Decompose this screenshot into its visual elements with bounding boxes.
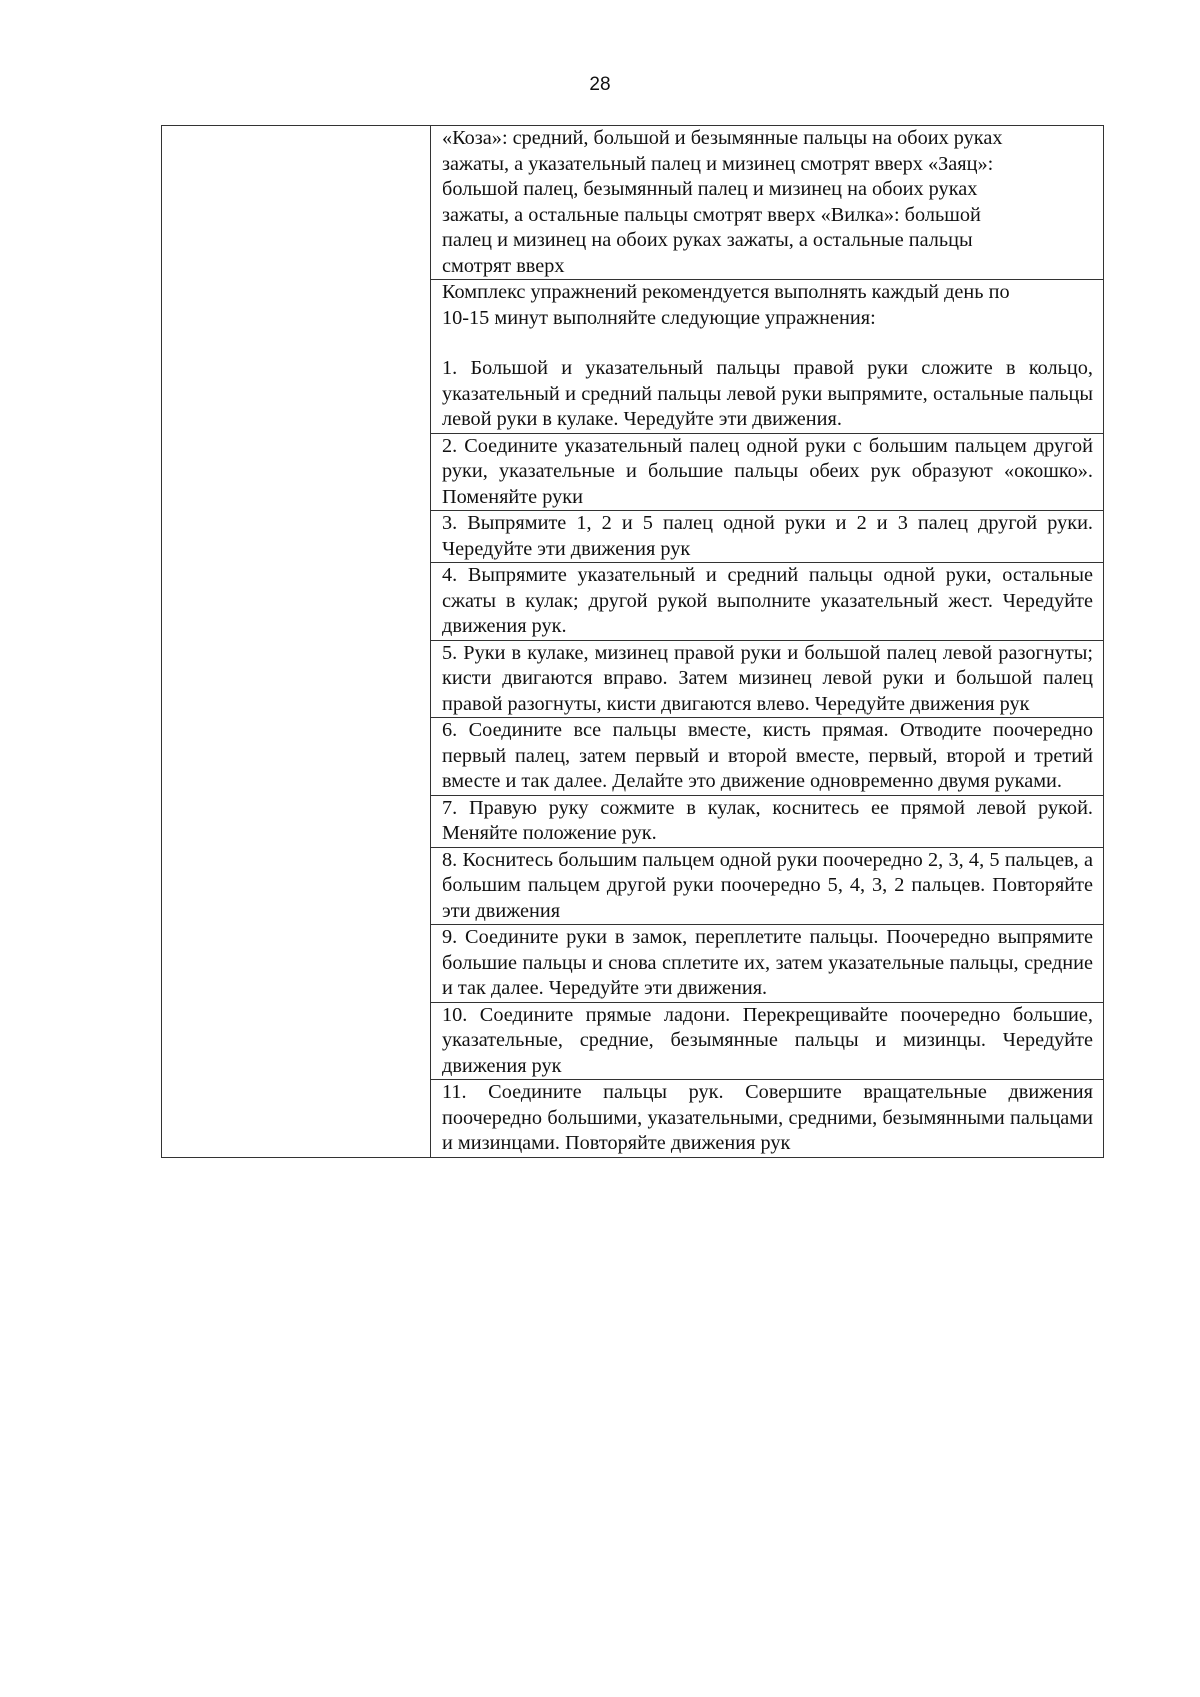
exercise-table xyxy=(161,125,1104,1158)
table-cell xyxy=(431,433,1104,511)
page-number: 28 xyxy=(589,74,611,95)
table-cell xyxy=(431,126,1104,280)
table-cell xyxy=(431,640,1104,718)
exercise-text: 9. Соедините руки в замок, переплетите пальцы. Поочередно выпрямите большие пальцы и снова сплетите их, затем указательные пальцы, средние и так далее. Чередуйте эти движения. xyxy=(442,926,1093,999)
exercise-text: 11. Соедините пальцы рук. Совершите вращательные движения поочередно большими, указательными, средними, безымянными пальцами и мизинцами. Повторяйте движения рук xyxy=(442,1081,1093,1154)
table-cell xyxy=(431,563,1104,641)
table-cell xyxy=(431,1080,1104,1158)
exercise-text: 10. Соедините прямые ладони. Перекрещивайте поочередно большие, указательные, средние, безымянные пальцы и мизинцы. Чередуйте движения рук xyxy=(442,1003,1093,1077)
exercise-intro-text: Комплекс упражнений рекомендуется выполнять каждый день по 10-15 минут выполняйте следующие упражнения: xyxy=(442,281,1010,329)
table-cell xyxy=(431,511,1104,563)
empty-left-column-cell xyxy=(162,126,431,1158)
exercise-text: 7. Правую руку сожмите в кулак, коснитесь ее прямой левой рукой. Меняйте положение рук. xyxy=(442,796,1093,844)
table-cell xyxy=(431,925,1104,1003)
exercise-text: 8. Коснитесь большим пальцем одной руки поочередно 2, 3, 4, 5 пальцев, а большим пальцем другой руки поочередно 5, 4, 3, 2 пальцев. Повторяйте эти движения xyxy=(442,848,1093,922)
table-cell xyxy=(431,1002,1104,1080)
exercise-text: «Коза»: средний, большой и безымянные пальцы на обоих руках зажаты, а указательный палец и мизинец смотрят вверх «Заяц»: большой палец, безымянный палец и мизинец на обоих руках зажаты, а остальные пальцы смотрят вверх «Вилка»: большой палец и мизинец на обоих руках зажаты, а остальные пальцы смотрят вверх xyxy=(442,127,1003,277)
exercise-text: 5. Руки в кулаке, мизинец правой руки и большой палец левой разогнуты; кисти двигаются вправо. Затем мизинец левой руки и большой палец правой разогнуты, кисти двигаются влево. Чередуйте движения рук xyxy=(442,641,1093,715)
exercise-text: 3. Выпрямите 1, 2 и 5 палец одной руки и 2 и 3 палец другой руки. Чередуйте эти движения рук xyxy=(442,512,1093,560)
exercise-text: 1. Большой и указательный пальцы правой руки сложите в кольцо, указательный и средний пальцы левой руки выпрямите, остальные пальцы левой руки в кулаке. Чередуйте эти движения. xyxy=(442,357,1093,430)
table-cell xyxy=(431,847,1104,925)
table-cell xyxy=(431,718,1104,796)
table-row xyxy=(162,126,1104,280)
table-cell xyxy=(431,280,1104,434)
paragraph-spacer xyxy=(442,331,1093,356)
exercise-text: 6. Соедините все пальцы вместе, кисть прямая. Отводите поочередно первый палец, затем первый и второй вместе, первый, второй и третий вместе и так далее. Делайте это движение одновременно двумя руками. xyxy=(442,719,1093,792)
exercise-text: 4. Выпрямите указательный и средний пальцы одной руки, остальные сжаты в кулак; другой рукой выполните указательный жест. Чередуйте движения рук. xyxy=(442,564,1093,637)
table-cell xyxy=(431,795,1104,847)
exercise-text: 2. Соедините указательный палец одной руки с большим пальцем другой руки, указательные и большие пальцы обеих рук образуют «окошко». Поменяйте руки xyxy=(442,434,1093,508)
